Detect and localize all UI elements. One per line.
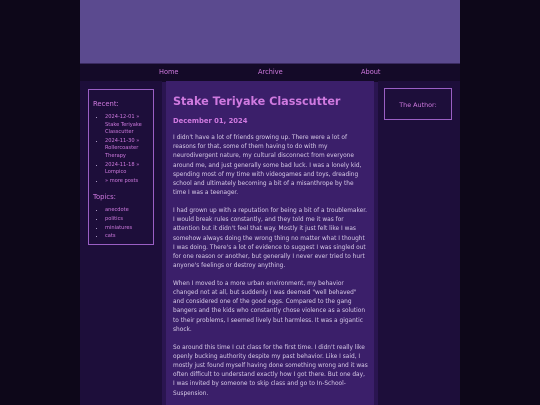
post-date: December 01, 2024 xyxy=(173,117,248,125)
recent-item[interactable]: • 2024-11-18 » Lompico xyxy=(105,162,149,177)
topic-item[interactable]: • cats xyxy=(105,233,149,241)
sidebar-box xyxy=(88,89,154,245)
more-posts-link[interactable]: • » more posts xyxy=(105,178,149,186)
post-paragraph: When I moved to a more urban environment, my behavior changed not at all, but suddenly I was deemed "well behaved" and considered one of the good eggs. Compared to the gang bangers and the kids who constantly chose violence as a solution to their problems, I seemed lively but harmless. It was a gigantic shock. xyxy=(173,280,366,333)
recent-list xyxy=(93,114,149,185)
author-box xyxy=(384,88,452,120)
post-paragraph: I didn't have a lot of friends growing up. There were a lot of reasons for that, some of them having to do with my neurodivergent nature, my cultural disconnect from everyone around me, and just generally some bad luck. I was a lonely kid, spending most of my time with videogames and toys, dreading school and ultimately becoming a bit of a misanthrope by the time I was a teenager. xyxy=(173,135,362,197)
post-paragraph: I had grown up with a reputation for being a bit of a troublemaker. I would break rules constantly, and they told me it was for attention but it didn't feel that way. Mostly it just felt like I was somehow always doing the wrong thing no matter what I thought I was doing. There's a lot of evidence to suggest I was singled out for one reason or another, but generally I never ever tried to hurt anyone's feelings or destroy anything. xyxy=(173,207,367,270)
recent-item[interactable]: • 2024-12-01 » Stake Teriyake Classcutter xyxy=(105,114,149,137)
recent-item[interactable]: • 2024-11-30 » Rollercoaster Therapy xyxy=(105,138,149,161)
recent-heading: Recent: xyxy=(93,100,119,108)
nav-archive-link[interactable]: Archive xyxy=(258,68,283,76)
post-content xyxy=(166,81,374,405)
topics-list xyxy=(93,207,149,240)
nav-home-link[interactable]: Home xyxy=(159,68,179,76)
topics-heading: Topics: xyxy=(93,193,116,202)
post-title: Stake Teriyake Classcutter xyxy=(173,95,341,108)
author-heading: The Author: xyxy=(399,101,437,109)
post-paragraph: So around this time I cut class for the first time. I didn't really like openly bucking authority despite my past behavior. Like I said, I mostly just found myself having done something wrong and it was often difficult to understand exactly how I got there. But one day, I was invited by someone to skip class and go to In-School-Suspension. xyxy=(173,344,368,397)
header-banner xyxy=(80,0,460,63)
nav-about-link[interactable]: About xyxy=(361,68,381,76)
topic-item[interactable]: • miniatures xyxy=(105,225,149,233)
topic-item[interactable]: • anecdote xyxy=(105,207,149,215)
topic-item[interactable]: • politics xyxy=(105,216,149,224)
right-sidebar-column xyxy=(378,81,460,405)
top-nav xyxy=(80,63,460,82)
